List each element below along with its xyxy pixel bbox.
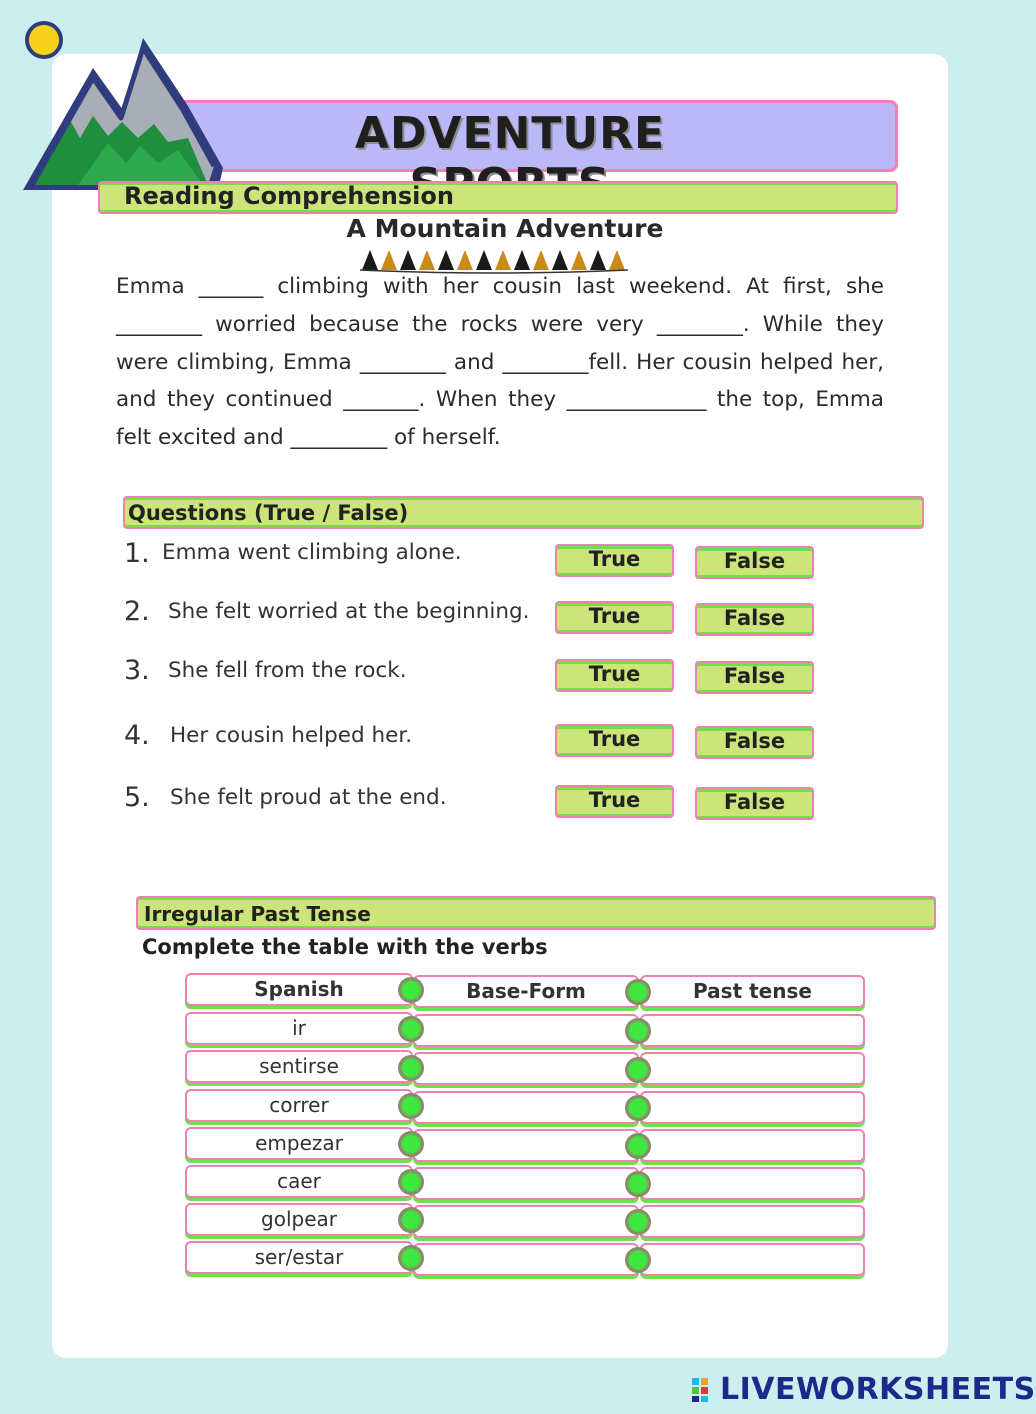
page-title: ADVENTURE: [354, 108, 666, 159]
connector-dot-icon: [398, 1093, 424, 1119]
tree-icon: [495, 250, 511, 270]
tree-icon: [457, 250, 473, 270]
past-tense-input[interactable]: [640, 1205, 865, 1238]
connector-dot-icon: [398, 977, 424, 1003]
question-row-3: [0, 655, 1000, 705]
base-form-input[interactable]: [413, 1129, 639, 1162]
connector-dot-icon: [625, 1171, 651, 1197]
true-button-5[interactable]: True: [555, 785, 674, 818]
tree-icon: [590, 250, 606, 270]
tree-icon: [419, 250, 435, 270]
spanish-cell: golpear: [185, 1203, 413, 1236]
connector-dot-icon: [398, 1131, 424, 1157]
question-number: 5.: [124, 782, 150, 813]
column-header-base-form: Base-Form: [413, 975, 639, 1008]
question-text: Emma went climbing alone.: [162, 540, 462, 565]
column-header-past-tense: Past tense: [640, 975, 865, 1008]
table-instruction: Complete the table with the verbs: [142, 935, 548, 959]
connector-dot-icon: [625, 1057, 651, 1083]
tree-icon: [571, 250, 587, 270]
liveworksheets-logo-icon: [692, 1378, 718, 1402]
spanish-cell: sentirse: [185, 1050, 413, 1083]
question-text: She fell from the rock.: [168, 658, 407, 683]
question-number: 2.: [124, 596, 150, 627]
connector-dot-icon: [398, 1207, 424, 1233]
base-form-input[interactable]: [413, 1052, 639, 1085]
question-text: Her cousin helped her.: [170, 723, 413, 748]
question-text: She felt worried at the beginning.: [168, 599, 530, 624]
tree-icon: [400, 250, 416, 270]
connector-dot-icon: [398, 1016, 424, 1042]
question-text: She felt proud at the end.: [170, 785, 447, 810]
verbs-section-header: Irregular Past Tense: [136, 896, 936, 930]
tree-icon: [438, 250, 454, 270]
true-button-1[interactable]: True: [555, 544, 674, 577]
questions-section-header: Questions (True / False): [123, 496, 924, 529]
true-button-4[interactable]: True: [555, 724, 674, 757]
true-button-2[interactable]: True: [555, 601, 674, 634]
column-header-spanish: Spanish: [185, 973, 413, 1006]
connector-dot-icon: [398, 1169, 424, 1195]
tree-icon: [552, 250, 568, 270]
spanish-cell: empezar: [185, 1127, 413, 1160]
reading-passage: Emma ______ climbing with her cousin last weekend. At first, she ________ worried because the rocks were very ________. While they were climbing, Emma ________ and ________fell. Her cousin helped her, and they continued _______. When they _____________ the top, Emma felt excited and _________ of herself.: [116, 274, 884, 451]
question-row-2: [0, 596, 1000, 646]
past-tense-input[interactable]: [640, 1129, 865, 1162]
base-form-input[interactable]: [413, 1243, 639, 1276]
connector-dot-icon: [398, 1245, 424, 1271]
connector-dot-icon: [625, 1095, 651, 1121]
connector-dot-icon: [625, 1209, 651, 1235]
tree-icon: [533, 250, 549, 270]
question-row-1: [0, 538, 1000, 588]
spanish-cell: ir: [185, 1012, 413, 1045]
connector-dot-icon: [398, 1055, 424, 1081]
connector-dot-icon: [625, 1133, 651, 1159]
brand-name: LIVEWORKSHEETS: [720, 1372, 1036, 1407]
past-tense-input[interactable]: [640, 1052, 865, 1085]
past-tense-input[interactable]: [640, 1167, 865, 1200]
base-form-input[interactable]: [413, 1205, 639, 1238]
base-form-input[interactable]: [413, 1014, 639, 1047]
false-button-1[interactable]: False: [695, 546, 814, 579]
base-form-input[interactable]: [413, 1091, 639, 1124]
connector-dot-icon: [625, 1018, 651, 1044]
question-number: 4.: [124, 720, 150, 751]
false-button-2[interactable]: False: [695, 603, 814, 636]
question-row-5: [0, 782, 1000, 832]
past-tense-input[interactable]: [640, 1243, 865, 1276]
question-row-4: [0, 720, 1000, 770]
false-button-3[interactable]: False: [695, 661, 814, 694]
reading-section-header: Reading Comprehension: [98, 181, 898, 214]
tree-icon: [362, 250, 378, 270]
story-title: A Mountain Adventure: [346, 214, 664, 243]
tree-icon: [381, 250, 397, 270]
connector-dot-icon: [625, 1247, 651, 1273]
base-form-input[interactable]: [413, 1167, 639, 1200]
question-number: 1.: [124, 538, 150, 569]
tree-icon: [609, 250, 625, 270]
past-tense-input[interactable]: [640, 1014, 865, 1047]
mountains-icon: [18, 38, 228, 198]
false-button-4[interactable]: False: [695, 726, 814, 759]
past-tense-input[interactable]: [640, 1091, 865, 1124]
spanish-cell: correr: [185, 1089, 413, 1122]
tree-icon: [476, 250, 492, 270]
tree-icon: [514, 250, 530, 270]
spanish-cell: ser/estar: [185, 1241, 413, 1274]
false-button-5[interactable]: False: [695, 787, 814, 820]
true-button-3[interactable]: True: [555, 659, 674, 692]
sun-icon: [25, 21, 63, 59]
connector-dot-icon: [625, 979, 651, 1005]
spanish-cell: caer: [185, 1165, 413, 1198]
question-number: 3.: [124, 655, 150, 686]
